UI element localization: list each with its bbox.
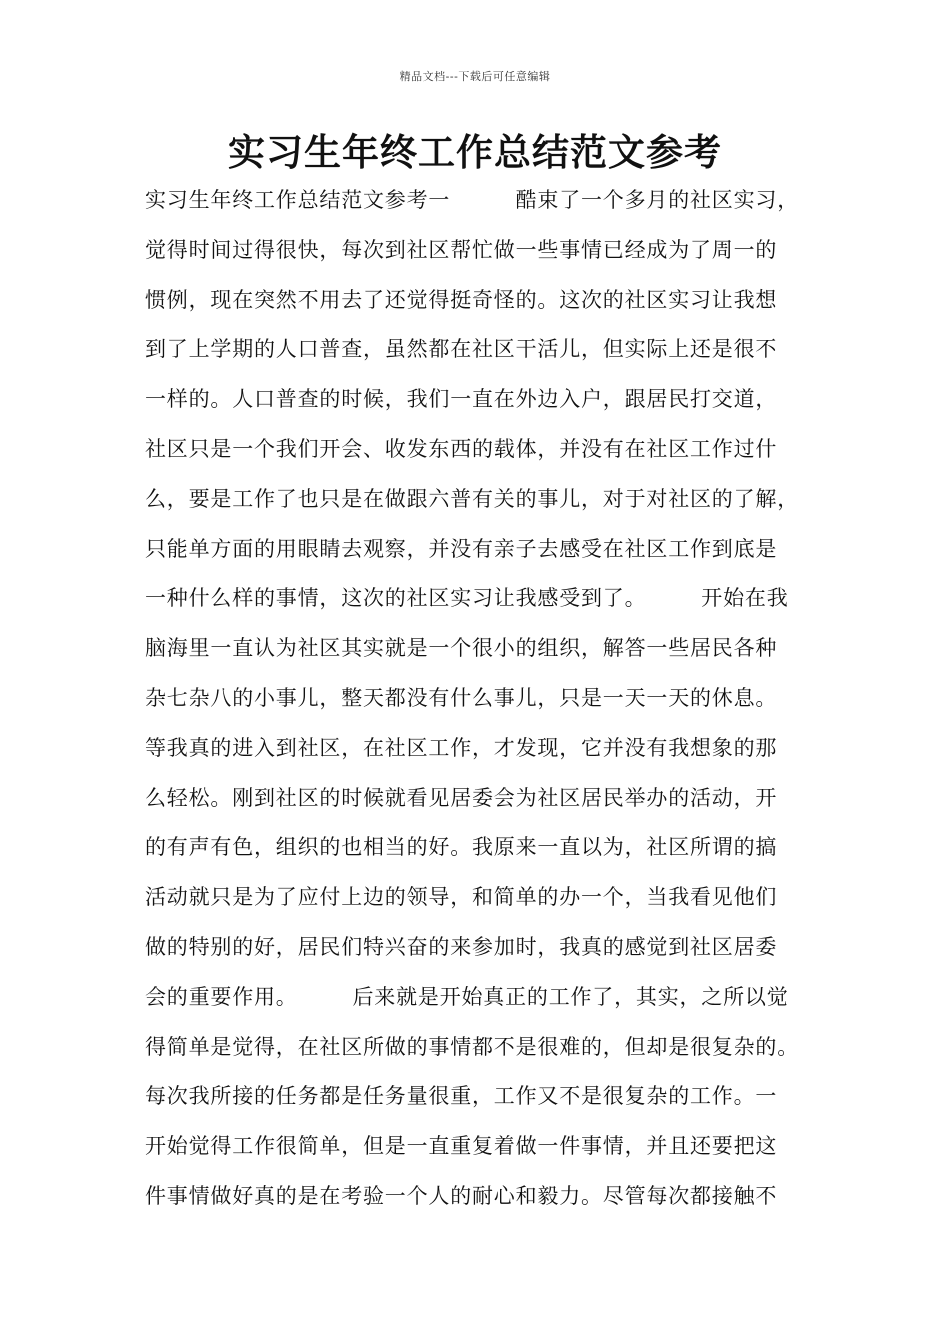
body-line: 件事情做好真的是在考验一个人的耐心和毅力。尽管每次都接触不	[145, 1183, 778, 1208]
document-body	[145, 180, 835, 1226]
page-header: 精品文档---下载后可任意编辑	[399, 70, 551, 83]
body-line: 社区只是一个我们开会、收发东西的载体，并没有在社区工作过什	[145, 436, 778, 461]
body-line: 脑海里一直认为社区其实就是一个很小的组织，解答一些居民各种	[145, 636, 778, 661]
body-line: 杂七杂八的小事儿，整天都没有什么事儿，只是一天一天的休息。	[145, 685, 778, 710]
body-line: 觉得时间过得很快，每次到社区帮忙做一些事情已经成为了周一的	[145, 237, 778, 262]
body-line: 一样的。人口普查的时候，我们一直在外边入户，跟居民打交道，	[145, 387, 778, 412]
document-title: 实习生年终工作总结范文参考	[228, 131, 722, 174]
body-line: 么轻松。刚到社区的时候就看见居委会为社区居民举办的活动，开	[145, 785, 778, 810]
body-line: 活动就只是为了应付上边的领导，和简单的办一个，当我看见他们	[145, 885, 778, 910]
body-line: 每次我所接的任务都是任务量很重，工作又不是很复杂的工作。一	[145, 1084, 778, 1109]
body-line: 实习生年终工作总结范文参考一 酷束了一个多月的社区实习，	[145, 188, 799, 212]
body-line: 会的重要作用。 后来就是开始真正的工作了，其实，之所以觉	[145, 984, 789, 1009]
body-line: 得简单是觉得，在社区所做的事情都不是很难的，但却是很复杂的。	[145, 1034, 799, 1059]
body-line: 惯例，现在突然不用去了还觉得挺奇怪的。这次的社区实习让我想	[145, 287, 778, 312]
body-line: 的有声有色，组织的也相当的好。我原来一直以为，社区所谓的搞	[145, 835, 778, 860]
body-line: 到了上学期的人口普查，虽然都在社区干活儿，但实际上还是很不	[145, 337, 778, 362]
body-line: 一种什么样的事情，这次的社区实习让我感受到了。 开始在我	[145, 586, 789, 611]
body-line: 等我真的进入到社区，在社区工作，才发现，它并没有我想象的那	[145, 735, 778, 760]
body-line: 么，要是工作了也只是在做跟六普有关的事儿，对于对社区的了解，	[145, 486, 799, 511]
body-line: 做的特别的好，居民们特兴奋的来参加时，我真的感觉到社区居委	[145, 934, 778, 959]
body-line: 只能单方面的用眼睛去观察，并没有亲子去感受在社区工作到底是	[145, 536, 778, 561]
body-line: 开始觉得工作很简单，但是一直重复着做一件事情，并且还要把这	[145, 1134, 778, 1159]
